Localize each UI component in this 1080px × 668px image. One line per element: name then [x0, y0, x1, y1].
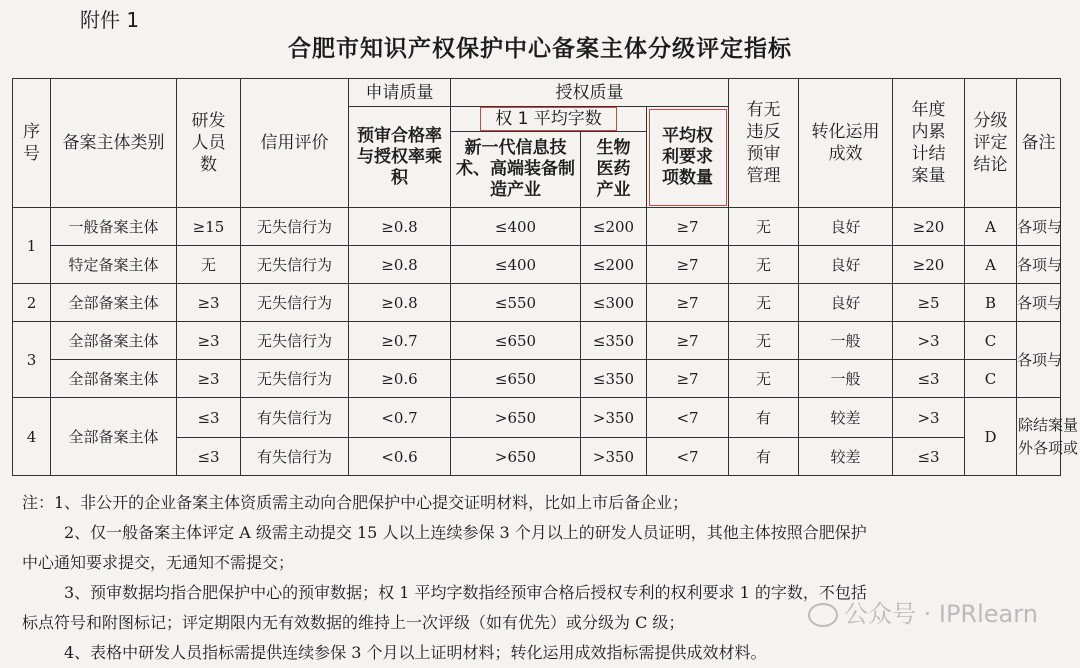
row-cases: ≥5	[893, 284, 965, 322]
watermark-text: 公众号 · IPRlearn	[844, 600, 1038, 628]
page-title: 合肥市知识产权保护中心备案主体分级评定指标	[288, 36, 792, 62]
row-bio: ≤350	[581, 322, 647, 360]
row-credit: 无失信行为	[241, 322, 349, 360]
header-pass-rate: 预审合格率与授权率乘积	[349, 107, 451, 208]
row-cases: ≥20	[893, 208, 965, 246]
row-rate: ≥0.8	[349, 246, 451, 284]
header-violation: 有无违反预审管理	[729, 79, 799, 208]
row-violation: 无	[729, 322, 799, 360]
row-bio: ≤300	[581, 284, 647, 322]
table-row	[13, 208, 1061, 246]
row-conversion: 一般	[799, 322, 893, 360]
row-it: ≤400	[451, 246, 581, 284]
row-type: 全部备案主体	[51, 360, 177, 398]
row-violation: 无	[729, 246, 799, 284]
table-row	[13, 398, 1061, 438]
row-bio: ≤350	[581, 360, 647, 398]
row-bio: ≤200	[581, 208, 647, 246]
header-avg-claims: 平均权利要求项数量	[647, 107, 729, 208]
row-grade: C	[965, 360, 1017, 398]
header-grade: 分级评定结论	[965, 79, 1017, 208]
header-grant-quality: 授权质量	[451, 79, 729, 107]
row-it: >650	[451, 438, 581, 476]
row-it: ≤650	[451, 322, 581, 360]
row-claims: <7	[647, 438, 729, 476]
row-rd: ≥3	[177, 322, 241, 360]
table-row	[13, 322, 1061, 360]
row-credit: 有失信行为	[241, 398, 349, 438]
row-claims: <7	[647, 398, 729, 438]
row-grade: C	[965, 322, 1017, 360]
row-grade: A	[965, 208, 1017, 246]
header-apply-quality: 申请质量	[349, 79, 451, 107]
header-it-industry: 新一代信息技术、高端装备制造产业	[451, 132, 581, 208]
row-rate: ≥0.8	[349, 208, 451, 246]
note-line: 中心通知要求提交，无通知不需提交；	[22, 553, 295, 572]
row-conversion: 良好	[799, 208, 893, 246]
row-it: >650	[451, 398, 581, 438]
row-claims: ≥7	[647, 322, 729, 360]
row-type: 全部备案主体	[51, 398, 177, 476]
header-rd-staff: 研发人员数	[177, 79, 241, 208]
row-seq: 3	[13, 322, 51, 398]
row-grade: D	[965, 398, 1017, 476]
row-rate: ≥0.8	[349, 284, 451, 322]
row-rd: ≤3	[177, 398, 241, 438]
row-cases: >3	[893, 398, 965, 438]
row-grade: A	[965, 246, 1017, 284]
row-conversion: 良好	[799, 284, 893, 322]
row-bio: >350	[581, 438, 647, 476]
row-rd: ≥3	[177, 360, 241, 398]
row-claims: ≥7	[647, 360, 729, 398]
table-row	[13, 284, 1061, 322]
row-violation: 无	[729, 360, 799, 398]
header-credit: 信用评价	[241, 79, 349, 208]
grading-table	[12, 78, 1078, 476]
row-violation: 无	[729, 208, 799, 246]
row-claims: ≥7	[647, 208, 729, 246]
row-it: ≤550	[451, 284, 581, 322]
watermark	[808, 594, 1038, 629]
header-conversion: 转化运用成效	[799, 79, 893, 208]
row-it: ≤650	[451, 360, 581, 398]
row-seq: 1	[13, 208, 51, 284]
row-cases: >3	[893, 322, 965, 360]
row-it: ≤400	[451, 208, 581, 246]
row-cases: ≥20	[893, 246, 965, 284]
row-rd: 无	[177, 246, 241, 284]
row-cases: ≤3	[893, 438, 965, 476]
header-annual-cases: 年度内累计结案量	[893, 79, 965, 208]
row-type: 全部备案主体	[51, 322, 177, 360]
row-conversion: 一般	[799, 360, 893, 398]
row-credit: 无失信行为	[241, 284, 349, 322]
row-credit: 无失信行为	[241, 208, 349, 246]
row-conversion: 良好	[799, 246, 893, 284]
row-claims: ≥7	[647, 284, 729, 322]
claim1-highlight-box: 权 1 平均字数	[480, 107, 617, 131]
row-credit: 有失信行为	[241, 438, 349, 476]
row-violation: 无	[729, 284, 799, 322]
note-line: 3、预审数据均指合肥保护中心的预审数据；权 1 平均字数指经预审合格后授权专利的权利要求 1 的字数，不包括	[64, 583, 867, 602]
row-rate: ≥0.7	[349, 322, 451, 360]
row-remark: 各项与	[1017, 322, 1061, 398]
table-row	[13, 246, 1061, 284]
row-rd: ≥3	[177, 284, 241, 322]
row-bio: >350	[581, 398, 647, 438]
notes-section	[22, 488, 1062, 668]
row-violation: 有	[729, 438, 799, 476]
wechat-icon	[808, 603, 838, 627]
row-grade: B	[965, 284, 1017, 322]
row-credit: 无失信行为	[241, 246, 349, 284]
header-remark: 备注	[1017, 79, 1061, 208]
row-conversion: 较差	[799, 398, 893, 438]
row-violation: 有	[729, 398, 799, 438]
row-rd: ≥15	[177, 208, 241, 246]
note-line: 2、仅一般备案主体评定 A 级需主动提交 15 人以上连续参保 3 个月以上的研发人员证明，其他主体按照合肥保护	[64, 523, 867, 542]
row-rate: <0.6	[349, 438, 451, 476]
note-line: 4、表格中研发人员指标需提供连续参保 3 个月以上证明材料；转化运用成效指标需提供成效材料。	[64, 643, 767, 662]
row-type: 特定备案主体	[51, 246, 177, 284]
row-type: 一般备案主体	[51, 208, 177, 246]
row-claims: ≥7	[647, 246, 729, 284]
row-credit: 无失信行为	[241, 360, 349, 398]
note-line: 注：1、非公开的企业备案主体资质需主动向合肥保护中心提交证明材料，比如上市后备企业；	[22, 493, 689, 512]
header-subject-type: 备案主体类别	[51, 79, 177, 208]
row-remark: 各项与	[1017, 208, 1061, 246]
row-rate: ≥0.6	[349, 360, 451, 398]
row-conversion: 较差	[799, 438, 893, 476]
row-seq: 2	[13, 284, 51, 322]
attachment-label: 附件 1	[80, 8, 140, 32]
row-remark: 各项与	[1017, 246, 1061, 284]
note-line: 标点符号和附图标记；评定期限内无有效数据的维持上一次评级（如有优先）或分级为 C 级；	[22, 613, 685, 632]
row-type: 全部备案主体	[51, 284, 177, 322]
row-remark: 各项与	[1017, 284, 1061, 322]
header-seq: 序号	[13, 79, 51, 208]
row-rd: ≤3	[177, 438, 241, 476]
header-claim1-avg	[451, 107, 647, 132]
row-rate: <0.7	[349, 398, 451, 438]
header-bio-industry: 生物医药产业	[581, 132, 647, 208]
row-seq: 4	[13, 398, 51, 476]
row-bio: ≤200	[581, 246, 647, 284]
row-cases: ≤3	[893, 360, 965, 398]
table-row	[13, 360, 1061, 398]
row-remark: 除结案量外各项或	[1017, 398, 1061, 476]
